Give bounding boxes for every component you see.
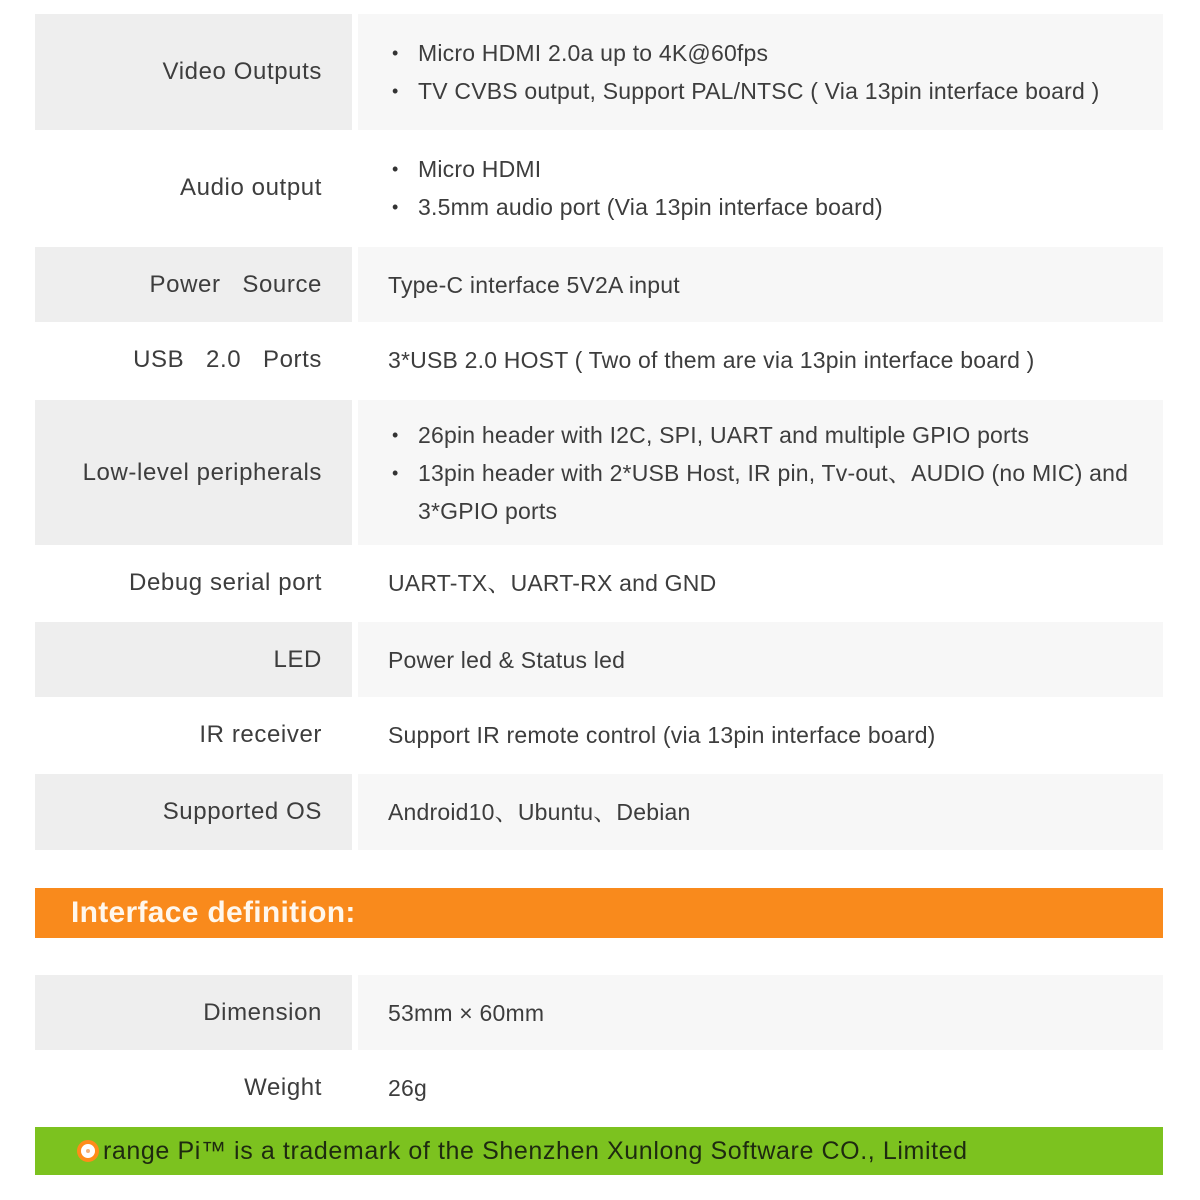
spec-bullet: • TV CVBS output, Support PAL/NTSC ( Via 13pin interface board ) xyxy=(388,72,1163,110)
spec-label: Audio output xyxy=(180,174,322,201)
spec-row-low-level-peripherals xyxy=(35,400,1163,545)
spec-row-ir-receiver xyxy=(35,697,1163,773)
spec-bullet: • 26pin header with I2C, SPI, UART and multiple GPIO ports xyxy=(388,416,1163,454)
spec-label: IR receiver xyxy=(199,721,322,748)
spec-value: Android10、Ubuntu、Debian xyxy=(358,774,1163,850)
spec-bullet: • Micro HDMI 2.0a up to 4K@60fps xyxy=(388,34,1163,72)
spec-bullet: • Micro HDMI xyxy=(388,150,1163,188)
spec-value: Power led & Status led xyxy=(358,622,1163,697)
spec-value: UART-TX、UART-RX and GND xyxy=(388,570,717,596)
spec-value xyxy=(358,400,1163,545)
spec-label: Dimension xyxy=(35,975,352,1050)
trademark-footer xyxy=(35,1127,1163,1175)
spec-bullet: • 3.5mm audio port (Via 13pin interface board) xyxy=(388,188,1163,226)
spec-label: Low-level peripherals xyxy=(35,400,352,545)
spec-label: Debug serial port xyxy=(129,569,322,596)
spec-row-dimension xyxy=(35,975,1163,1050)
spec-label: Weight xyxy=(244,1074,322,1101)
spec-label: Power Source xyxy=(35,247,352,322)
spec-value: Type-C interface 5V2A input xyxy=(358,247,1163,322)
trademark-text: range Pi™ is a trademark of the Shenzhen Xunlong Software CO., Limited xyxy=(103,1136,968,1165)
spec-label: Video Outputs xyxy=(35,14,352,130)
section-header-title: Interface definition: xyxy=(71,896,356,929)
spec-value: 53mm × 60mm xyxy=(358,975,1163,1050)
section-header-interface-definition xyxy=(35,888,1163,938)
spec-row-supported-os xyxy=(35,774,1163,850)
spec-row-video-outputs xyxy=(35,14,1163,130)
spec-row-power-source xyxy=(35,247,1163,322)
spec-value xyxy=(358,14,1163,130)
spec-label: LED xyxy=(35,622,352,697)
spec-row-debug-serial-port xyxy=(35,545,1163,621)
spec-value: 3*USB 2.0 HOST ( Two of them are via 13pin interface board ) xyxy=(388,347,1035,373)
spec-row-audio-output xyxy=(35,130,1163,246)
spec-row-weight xyxy=(35,1050,1163,1126)
spec-row-led xyxy=(35,622,1163,697)
spec-label: Supported OS xyxy=(35,774,352,850)
spec-bullet: • 13pin header with 2*USB Host, IR pin, Tv-out、AUDIO (no MIC) and 3*GPIO ports xyxy=(388,454,1163,530)
spec-value xyxy=(358,130,1163,246)
spec-value: 26g xyxy=(388,1075,427,1101)
spec-label: USB 2.0 Ports xyxy=(133,346,322,373)
orange-pi-logo-icon xyxy=(77,1140,99,1162)
spec-value: Support IR remote control (via 13pin interface board) xyxy=(388,722,936,748)
spec-row-usb-ports xyxy=(35,322,1163,398)
